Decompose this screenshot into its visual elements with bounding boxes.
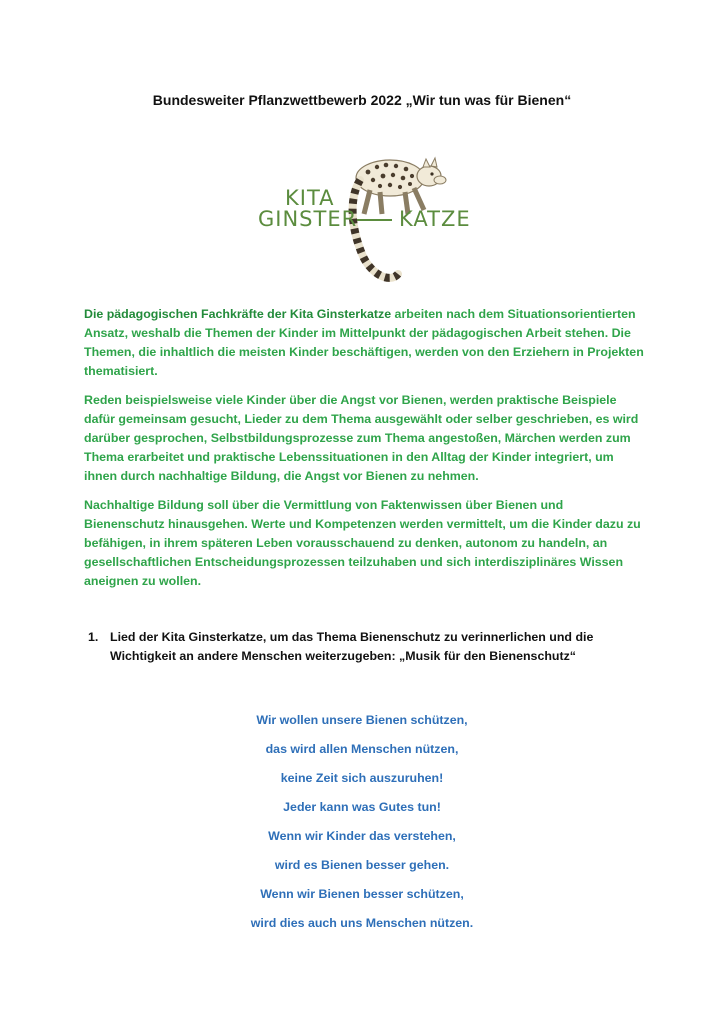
song-line: Wenn wir Bienen besser schützen, (260, 887, 464, 901)
logo-word-kita: KITA (285, 186, 335, 210)
paragraph-2: Reden beispielsweise viele Kinder über die Angst vor Bienen, werden praktische Beispiele dafür gemeinsam gesucht, Lieder zu dem Thema ausgewählt oder selber geschrieben, es wird darüber gesprochen, Selbstbildungsprozesse zum Thema angestoßen, Märchen werden zum Thema erarbeitet und praktische Lebenssituationen in den Alltag der Kinder integriert, um ihnen durch nachhaltige Bildung, die Angst vor Bienen zu nehmen. (84, 393, 639, 483)
song-line: das wird allen Menschen nützen, (265, 742, 459, 756)
logo-word-katze: KATZE (399, 207, 471, 231)
song-line: keine Zeit sich auszuruhen! (280, 771, 444, 785)
song-line: wird dies auch uns Menschen nützen. (250, 916, 474, 930)
song-line: Wir wollen unsere Bienen schützen, (256, 713, 468, 727)
logo-word-ginster: GINSTER (258, 207, 358, 231)
paragraph-3: Nachhaltige Bildung soll über die Vermittlung von Faktenwissen über Bienen und Bienenschutz hinausgehen. Werte und Kompetenzen werden vermittelt, um die Kinder dazu zu befähigen, in ihrem späteren Leben vorausschauend zu denken, autonom zu handeln, an gesellschaftlichen Entscheidungsprozessen teilzuhaben und sich interdisziplinäres Wissen aneignen zu wollen. (84, 498, 641, 588)
paragraph-1-lead: Die pädagogischen Fachkräfte der Kita Ginsterkatze (84, 307, 392, 321)
kita-logo (240, 150, 480, 292)
list-number: 1. (88, 630, 99, 644)
paragraph-1 (84, 305, 644, 381)
song-line: Wenn wir Kinder das verstehen, (268, 829, 456, 843)
song-line: Jeder kann was Gutes tun! (283, 800, 441, 814)
song-lyrics (0, 706, 724, 938)
numbered-list-item (88, 628, 650, 666)
document-title: Bundesweiter Pflanzwettbewerb 2022 „Wir tun was für Bienen“ (152, 92, 572, 108)
song-line: wird es Bienen besser gehen. (274, 858, 450, 872)
list-item-text: Lied der Kita Ginsterkatze, um das Thema Bienenschutz zu verinnerlichen und die Wichtigkeit an andere Menschen weiterzugeben: „Musik für den Bienenschutz“ (110, 630, 594, 663)
paragraph-1-text: arbeiten nach dem Situationsorientierten Ansatz, weshalb die Themen der Kinder im Mittelpunkt der pädagogischen Arbeit stehen. Die Themen, die inhaltlich die meisten Kinder beschäftigen, werden von den Erziehern in Projekten thematisiert. (84, 307, 644, 378)
